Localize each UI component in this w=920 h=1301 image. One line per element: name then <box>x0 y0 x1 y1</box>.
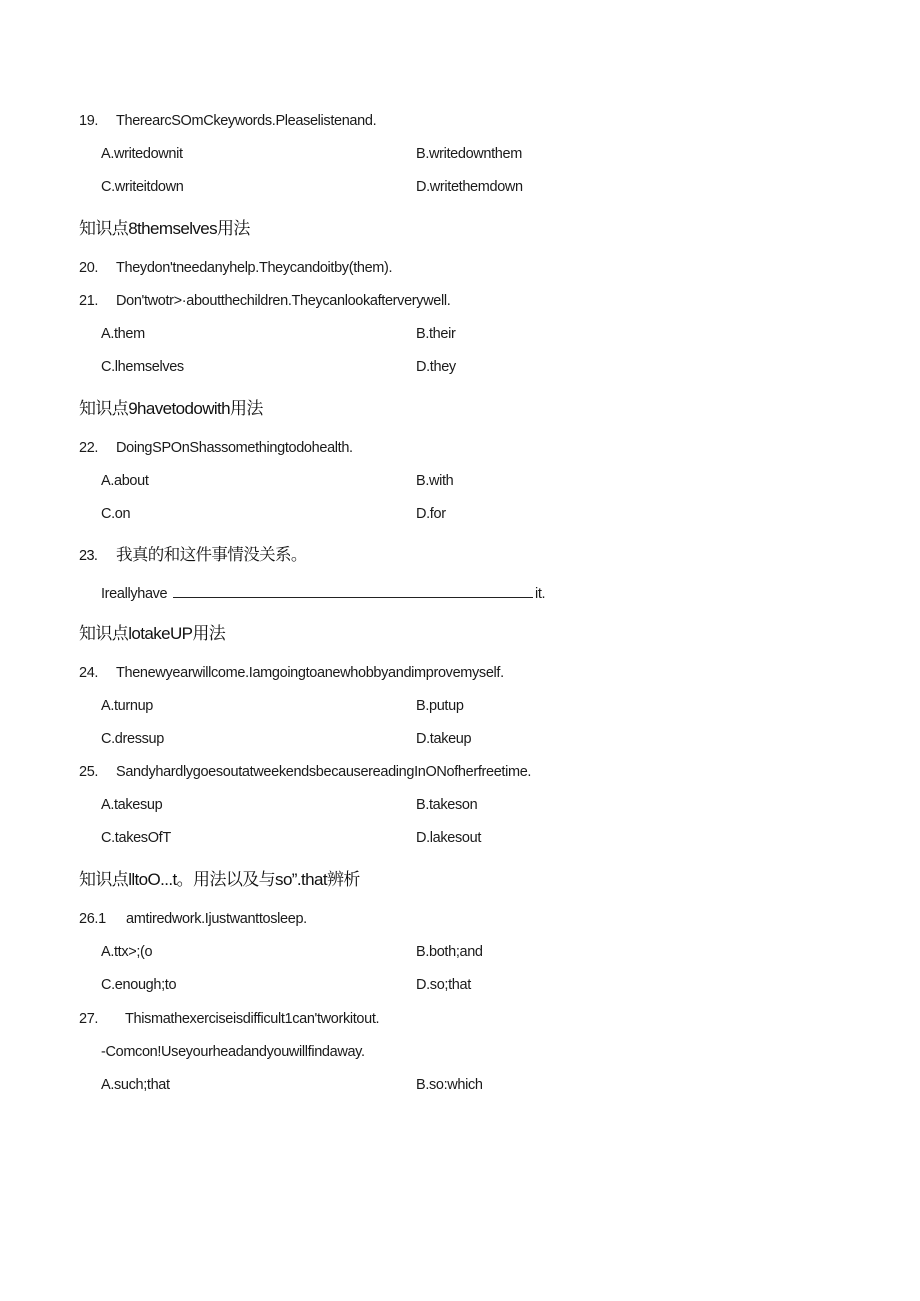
question-text: amtiredwork.Ijustwanttosleep. <box>126 911 307 927</box>
question-21 <box>79 292 450 310</box>
question-text: DoingSPOnShassomethingtodohealth. <box>116 440 353 456</box>
question-number: 21. <box>79 293 99 309</box>
option-d: D.they <box>416 359 456 375</box>
section-heading: 知识点lltoO...t。用法以及与so”.that辨析 <box>79 870 360 889</box>
option-a: A.ttx>;(o <box>101 944 153 960</box>
option-b: B.so:which <box>416 1077 483 1093</box>
option-a: A.writedownit <box>101 146 183 162</box>
question-text: Theydon'tneedanyhelp.Theycandoitby(them). <box>116 260 393 276</box>
question-number: 22. <box>79 440 99 456</box>
option-d: D.so;that <box>416 977 471 993</box>
option-d: D.for <box>416 506 446 522</box>
question-number: 25. <box>79 764 99 780</box>
fill-in-line <box>101 583 545 603</box>
question-number: 23. <box>79 548 98 564</box>
question-text: TherearcSOmCkeywords.Pleaselistenand. <box>116 113 377 129</box>
question-text: Thismathexerciseisdifficult1can'tworkitout. <box>125 1011 380 1027</box>
option-c: C.dressup <box>101 731 164 747</box>
option-d: D.takeup <box>416 731 472 747</box>
option-c: C.enough;to <box>101 977 177 993</box>
question-22 <box>79 439 353 457</box>
option-b: B.their <box>416 326 456 342</box>
option-c: C.takesOfT <box>101 830 171 846</box>
question-number: 26.1 <box>79 911 106 927</box>
answer-blank[interactable] <box>173 583 533 598</box>
option-b: B.takeson <box>416 797 478 813</box>
option-b: B.with <box>416 473 454 489</box>
dialogue-reply: -Comcon!Useyourheadandyouwillfindaway. <box>101 1044 365 1060</box>
section-heading: 知识点8themselves用法 <box>79 219 250 238</box>
option-a: A.about <box>101 473 149 489</box>
question-19 <box>79 112 376 130</box>
question-number: 27. <box>79 1011 99 1027</box>
option-c: C.lhemselves <box>101 359 184 375</box>
question-number: 20. <box>79 260 99 276</box>
question-23 <box>79 545 307 566</box>
question-25 <box>79 763 531 781</box>
question-27 <box>79 1010 379 1028</box>
option-d: D.lakesout <box>416 830 482 846</box>
question-text: 我真的和这件事情没关系。 <box>116 546 307 564</box>
question-24 <box>79 664 504 682</box>
question-text: Thenewyearwillcome.Iamgoingtoanewhobbyandimprovemyself. <box>116 665 504 681</box>
question-20 <box>79 259 392 277</box>
option-d: D.writethemdown <box>416 179 523 195</box>
option-a: A.takesup <box>101 797 163 813</box>
section-heading: 知识点lotakeUP用法 <box>79 624 226 643</box>
option-b: B.writedownthem <box>416 146 522 162</box>
question-number: 24. <box>79 665 99 681</box>
option-a: A.such;that <box>101 1077 170 1093</box>
question-text: Don'twotr>·aboutthechildren.Theycanlookafterverywell. <box>116 293 451 309</box>
option-b: B.both;and <box>416 944 483 960</box>
section-heading: 知识点9havetodowith用法 <box>79 399 263 418</box>
fill-suffix: it. <box>534 586 546 602</box>
option-c: C.writeitdown <box>101 179 184 195</box>
option-a: A.them <box>101 326 145 342</box>
option-c: C.on <box>101 506 131 522</box>
option-b: B.putup <box>416 698 464 714</box>
option-a: A.turnup <box>101 698 154 714</box>
question-26 <box>79 910 307 928</box>
fill-prefix: Ireallyhave <box>101 586 168 602</box>
question-number: 19. <box>79 113 99 129</box>
question-text: SandyhardlygoesoutatweekendsbecausereadingInONofherfreetime. <box>116 764 532 780</box>
